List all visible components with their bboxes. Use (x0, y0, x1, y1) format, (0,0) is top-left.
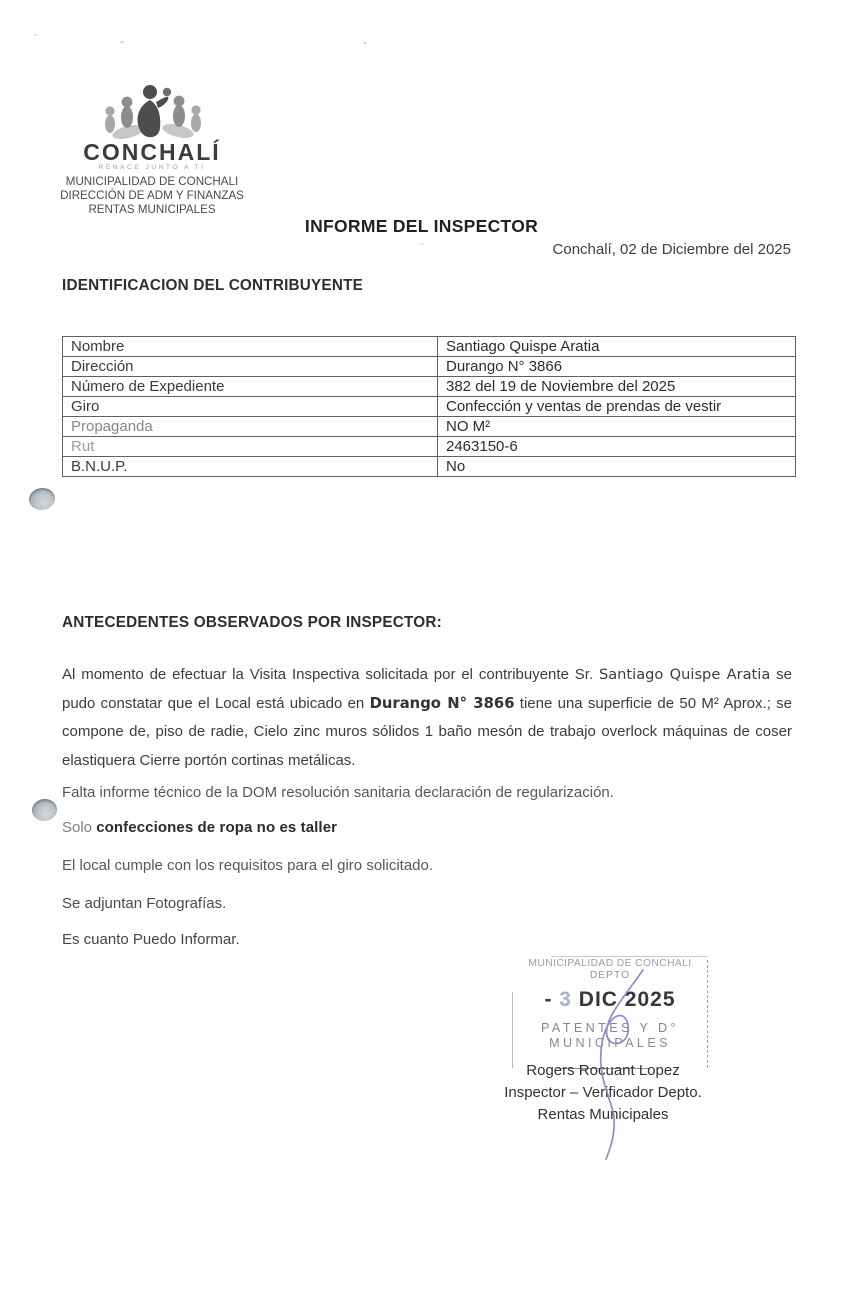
document-date: Conchalí, 02 de Diciembre del 2025 (552, 241, 791, 258)
document-title: INFORME DEL INSPECTOR (304, 216, 539, 236)
scan-speck (120, 41, 124, 43)
row-label: Número de Expediente (63, 377, 438, 397)
stamp-municipales-line: MUNICIPALES (549, 1036, 671, 1050)
missing-docs-line: Falta informe técnico de la DOM resolución sanitaria declaración de regularización. (62, 784, 614, 801)
line-text-bold: confecciones de ropa no es taller (96, 819, 338, 836)
stamp-patentes-line: PATENTES Y D° (541, 1021, 679, 1035)
inspector-department: Rentas Municipales (537, 1106, 669, 1123)
logo-wordmark: CONCHALÍ (83, 139, 221, 165)
photos-line: Se adjuntan Fotografías. (62, 895, 227, 912)
contributor-table (62, 336, 796, 477)
scan-speck (420, 243, 425, 245)
scan-speck (34, 34, 37, 36)
row-value: 382 del 19 de Noviembre del 2025 (438, 377, 796, 397)
scan-speck (363, 42, 367, 44)
paragraph-text: tiene una superficie de 50 M² Aprox.; se compone de, piso de radie, Cielo zinc muros sólidos 1 baño mesón de trabajo overlock máquinas de coser elastiquera Cierre portón cortinas metálicas. (62, 694, 792, 769)
punch-hole (28, 486, 57, 511)
row-value: Durango N° 3866 (438, 357, 796, 377)
punch-hole (31, 798, 58, 822)
row-label: Dirección (63, 357, 438, 377)
row-label: Propaganda (63, 417, 438, 437)
stamp-date-day: 3 (559, 988, 572, 1011)
inspector-role: Inspector – Verificador Depto. (504, 1084, 702, 1101)
municipal-header (36, 84, 268, 217)
handwritten-signature-icon (555, 948, 685, 1163)
row-value: NO M² (438, 417, 796, 437)
inspector-name: Rogers Rocuant Lopez (526, 1062, 680, 1079)
line-text: Solo (62, 819, 97, 836)
solo-confecciones-line (62, 818, 792, 837)
inspection-paragraph (62, 661, 792, 775)
paragraph-text: se pudo constatar que el Local está ubicado en (62, 666, 792, 712)
row-value: Confección y ventas de prendas de vestir (438, 397, 796, 417)
closing-line: Es cuanto Puedo Informar. (62, 931, 240, 948)
org-direction: DIRECCIÓN DE ADM Y FINANZAS (60, 189, 244, 202)
table-row (63, 377, 796, 397)
stamp-date-dash: - (544, 988, 560, 1011)
org-department: RENTAS MUNICIPALES (88, 203, 216, 216)
row-label: Rut (63, 437, 438, 457)
compliance-line: El local cumple con los requisitos para el giro solicitado. (62, 857, 434, 874)
row-label: Nombre (63, 337, 438, 357)
row-label: B.N.U.P. (63, 457, 438, 477)
address-inline: Durango N° 3866 (369, 694, 515, 712)
stamp-org-line: MUNICIPALIDAD DE CONCHALI (528, 958, 692, 969)
row-value: Santiago Quispe Aratia (438, 337, 796, 357)
stamp-border (707, 960, 708, 1068)
contributor-name-inline: Santiago Quispe Aratia (598, 666, 771, 683)
stamp-border (512, 992, 513, 1068)
antecedentes-heading: ANTECEDENTES OBSERVADOS POR INSPECTOR: (62, 614, 442, 631)
paragraph-text: Al momento de efectuar la Visita Inspectiva solicitada por el contribuyente Sr. (62, 666, 599, 683)
stamp-date-rest: DIC 2025 (571, 988, 676, 1011)
identification-heading: IDENTIFICACION DEL CONTRIBUYENTE (62, 277, 364, 294)
row-value: No (438, 457, 796, 477)
row-value: 2463150-6 (438, 437, 796, 457)
table-row (63, 397, 796, 417)
table-row (63, 417, 796, 437)
org-name: MUNICIPALIDAD DE CONCHALI (65, 175, 239, 188)
stamp-depto-line: DEPTO (589, 970, 631, 981)
logo-tagline: RENACE JUNTO A TI (98, 164, 206, 171)
table-row (63, 437, 796, 457)
row-label: Giro (63, 397, 438, 417)
table-row (63, 457, 796, 477)
table-row (63, 357, 796, 377)
table-row (63, 337, 796, 357)
conchali-people-logo-icon (86, 84, 218, 142)
